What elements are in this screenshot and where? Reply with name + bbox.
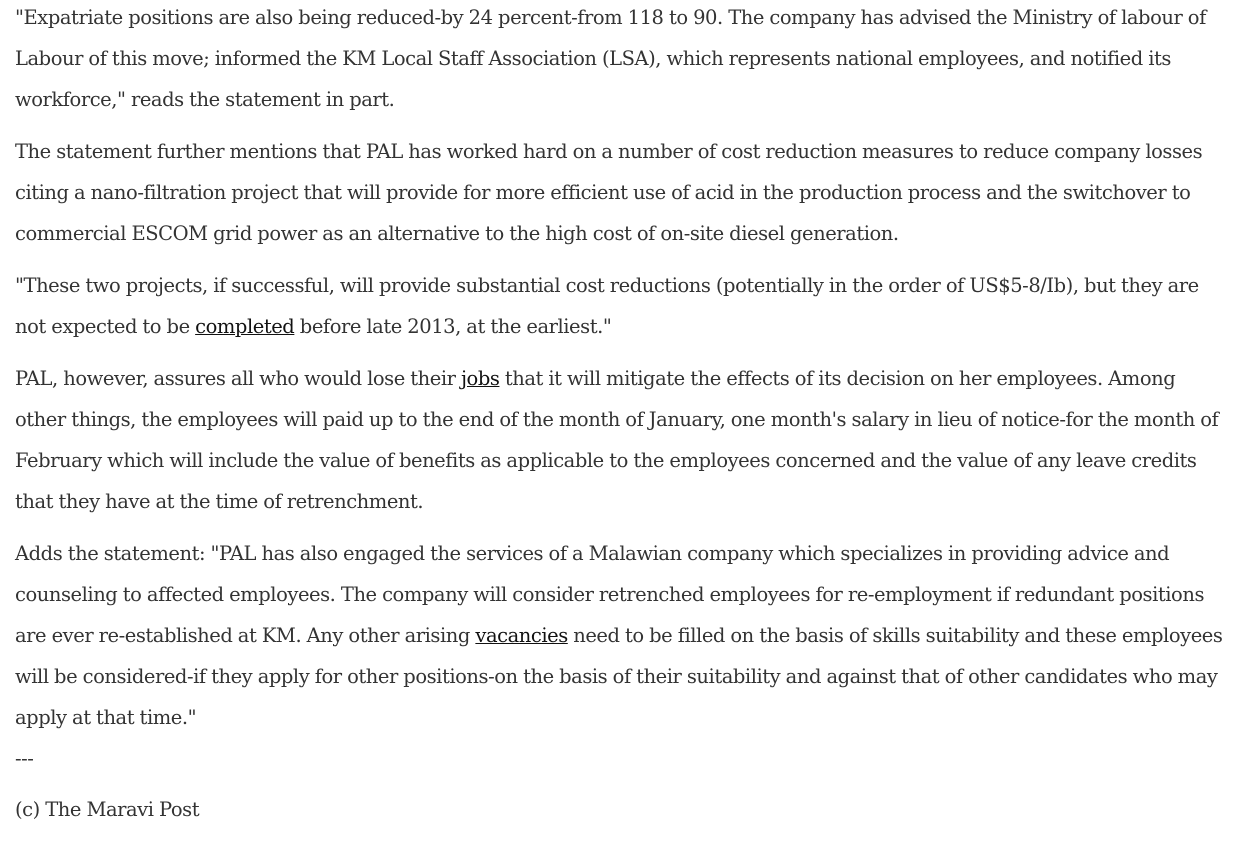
paragraph-text: "These two projects, if successful, will provide substantial cost reductions (potentially in the order of US$5-8/Ib), but they are not expected to be — [15, 274, 1199, 338]
jobs-link[interactable]: jobs — [460, 367, 500, 390]
paragraph-text: before late 2013, at the earliest." — [294, 315, 612, 338]
paragraph-two-projects — [15, 265, 1231, 347]
separator: --- — [15, 747, 34, 770]
completed-link[interactable]: completed — [195, 315, 295, 338]
paragraph-counseling — [15, 533, 1231, 738]
paragraph-cost-reduction: The statement further mentions that PAL has worked hard on a number of cost reduction measures to reduce company losses citing a nano-filtration project that will provide for more efficient use of acid in the production process and the switchover to commercial ESCOM grid power as an alternative to the high cost of on-site diesel generation. — [15, 140, 1203, 245]
paragraph-text: need to be filled on the basis of skills suitability and these employees will be considered-if they apply for other positions-on the basis of their suitability and against that of other candidates who may apply at that time." — [15, 624, 1223, 729]
vacancies-link[interactable]: vacancies — [475, 624, 568, 647]
article-body — [15, 0, 1231, 830]
copyright-notice: (c) The Maravi Post — [15, 798, 200, 821]
paragraph-expatriate-positions: "Expatriate positions are also being reduced-by 24 percent-from 118 to 90. The company has advised the Ministry of labour of Labour of this move; informed the KM Local Staff Association (LSA), which represents national employees, and notified its workforce," reads the statement in part. — [15, 6, 1206, 111]
paragraph-text: Adds the statement: "PAL has also engaged the services of a Malawian company which specializes in providing advice and counseling to affected employees. The company will consider retrenched employees for re-employment if redundant positions are ever re-established at KM. Any other arising — [15, 542, 1205, 647]
paragraph-text: PAL, however, assures all who would lose their — [15, 367, 461, 390]
paragraph-mitigation — [15, 358, 1231, 522]
paragraph-text: that it will mitigate the effects of its decision on her employees. Among other things, the employees will paid up to the end of the month of January, one month's salary in lieu of notice-for the month of February which will include the value of benefits as applicable to the employees concerned and the value of any leave credits that they have at the time of retrenchment. — [15, 367, 1219, 513]
